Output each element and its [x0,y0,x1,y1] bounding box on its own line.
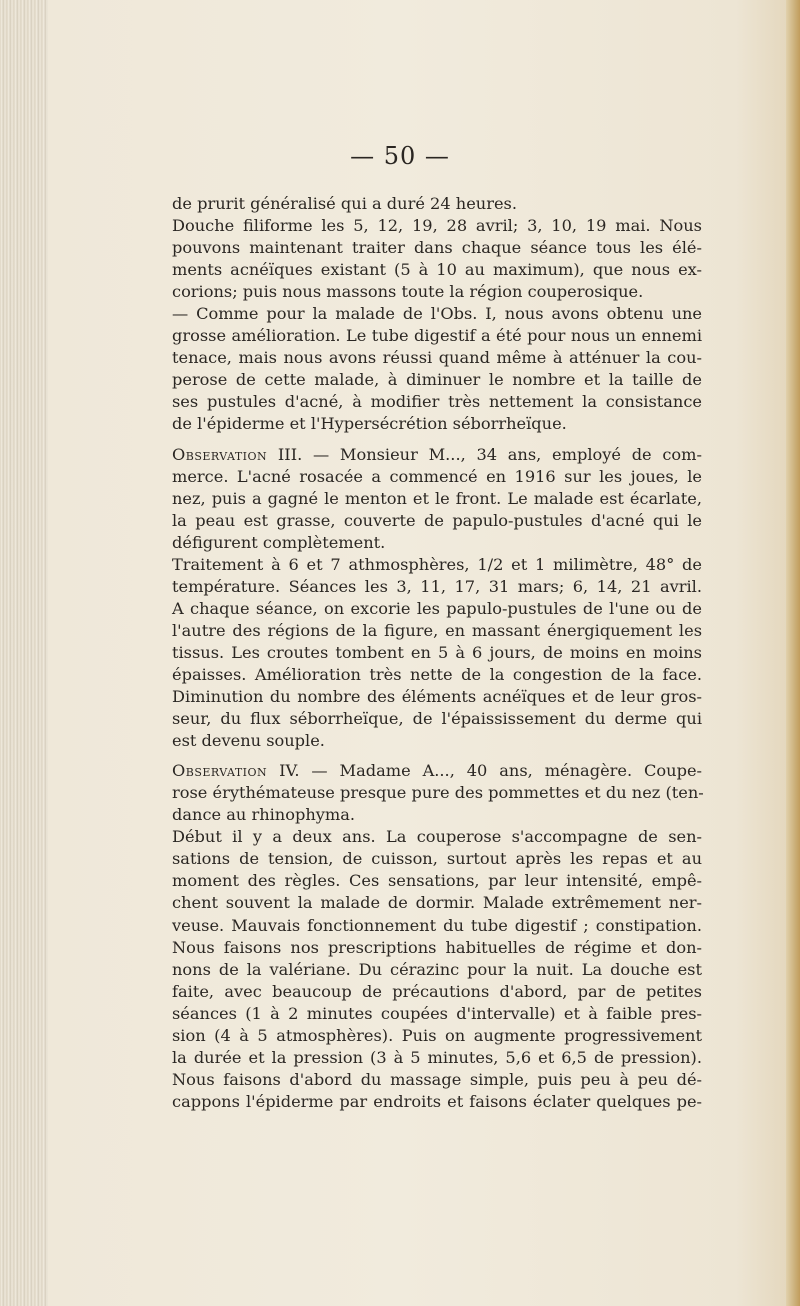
text-line [172,870,702,892]
text-line [172,664,702,686]
line-text: III. — Monsieur M..., 34 ans, employé de com- [267,444,702,464]
text-line [172,804,702,826]
line-text: dance au rhinophyma. [172,805,356,825]
line-text: faite, avec beaucoup de précautions d'abord, par de petites [172,981,702,1001]
line-text: sion (4 à 5 atmosphères). Puis on augmente progressivement [172,1025,702,1045]
line-text: nons de la valériane. Du cérazinc pour la nuit. La douche est [172,959,702,979]
text-line [172,259,702,281]
line-text: Diminution du nombre des éléments acnéïques et de leur gros- [172,687,702,707]
line-text: de l'épiderme et l'Hyperséсrétion séborrheïque. [172,414,567,434]
text-line [172,576,702,598]
line-text: chent souvent la malade de dormir. Malade extrêmement ner- [172,893,702,913]
line-text: séances (1 à 2 minutes coupées d'intervalle) et à faible pres- [172,1003,702,1023]
text-line [172,391,702,413]
line-text: tenace, mais nous avons réussi quand même à atténuer la cou- [172,348,702,368]
line-text: — Comme pour la malade de l'Obs. I, nous avons obtenu une [172,304,702,324]
text-line [172,215,702,237]
text-line [172,782,702,804]
line-text: nez, puis a gagné le menton et le front. Le malade est écarlate, [172,488,702,508]
text-line [172,981,702,1003]
line-text: de prurit généralisé qui a duré 24 heures. [172,194,518,213]
line-text: merce. L'acné rosacée a commencé en 1916 sur les joues, le [172,466,702,486]
line-text: ments acnéïques existant (5 à 10 au maximum), que nous ex- [172,260,702,280]
text-line [172,686,702,708]
line-text: cappons l'épiderme par endroits et faisons éclater quelques pe- [172,1091,702,1111]
text-line [172,193,702,215]
line-text: A chaque séance, on excorie les papulo-pustules de l'une ou de [172,598,702,618]
line-text: Traitement à 6 et 7 athmosphères, 1/2 et 1 milimètre, 48° de [172,554,702,574]
text-line [172,347,702,369]
text-line [172,959,702,981]
text-line [172,413,702,435]
text-line [172,488,702,510]
text-line [172,892,702,914]
line-text: seur, du flux séborrheïque, de l'épaississement du derme qui [172,709,702,729]
line-text: Début il y a deux ans. La couperose s'accompagne de sen- [172,827,702,847]
text-line [172,620,702,642]
line-text: perose de cette malade, à diminuer le nombre et la taille de [172,370,702,390]
text-line [172,598,702,620]
text-line [172,937,702,959]
line-text: IV. — Madame A..., 40 ans, ménagère. Coupe- [267,761,702,781]
line-text: grosse amélioration. Le tube digestif a été pour nous un ennemi [172,326,702,346]
line-text: rose érythémateuse presque pure des pommettes et du nez (ten- [172,783,704,803]
text-line [172,554,702,576]
line-text: est devenu souple. [172,731,325,751]
text-line [172,708,702,730]
paragraph-gap [172,752,702,760]
line-text: la durée et la pression (3 à 5 minutes, 5,6 et 6,5 de pression). [172,1047,702,1067]
text-line [172,1047,702,1069]
text-line [172,915,702,937]
text-line [172,237,702,259]
text-line [172,369,702,391]
text-line [172,466,702,488]
text-line [172,848,702,870]
text-line [172,730,702,752]
line-text: épaisses. Amélioration très nette de la congestion de la face. [172,664,702,684]
line-text: défigurent complètement. [172,532,386,552]
text-line [172,1069,702,1091]
line-text: tissus. Les croutes tombent en 5 à 6 jours, de moins en moins [172,642,702,662]
text-line [172,510,702,532]
body-text [172,193,702,1113]
text-line [172,760,702,782]
text-line [172,1091,702,1113]
line-text: sations de tension, de cuisson, surtout après les repas et au [172,849,702,869]
text-line [172,281,702,303]
text-line [172,826,702,848]
text-line [172,444,702,466]
text-line [172,532,702,554]
text-line [172,303,702,325]
line-text: moment des règles. Ces sensations, par leur intensité, empê- [172,871,702,891]
observation-heading: Observation [172,444,268,464]
line-text: Nous faisons d'abord du massage simple, puis peu à peu dé- [172,1069,702,1089]
line-text: pouvons maintenant traiter dans chaque séance tous les élé- [172,238,702,258]
line-text: corions; puis nous massons toute la région couperosique. [172,282,644,302]
line-text: Douche filiforme les 5, 12, 19, 28 avril; 3, 10, 19 mai. Nous [172,216,702,236]
binding-gutter [0,0,48,1306]
text-line [172,325,702,347]
line-text: ses pustules d'acné, à modifier très nettement la consistance [172,392,702,412]
page-edge [786,0,800,1306]
line-text: la peau est grasse, couverte de papulo-pustules d'acné qui le [172,510,702,530]
line-text: température. Séances les 3, 11, 17, 31 mars; 6, 14, 21 avril. [172,576,702,596]
text-line [172,1025,702,1047]
page-number: — 50 — [350,142,450,170]
text-line [172,1003,702,1025]
line-text: l'autre des régions de la figure, en massant énergiquement les [172,620,702,640]
line-text: Nous faisons nos prescriptions habituelles de régime et don- [172,937,702,957]
line-text: veuse. Mauvais fonctionnement du tube digestif ; constipation. [172,915,702,935]
paragraph-gap [172,436,702,444]
observation-heading: Observation [172,761,268,781]
text-line [172,642,702,664]
